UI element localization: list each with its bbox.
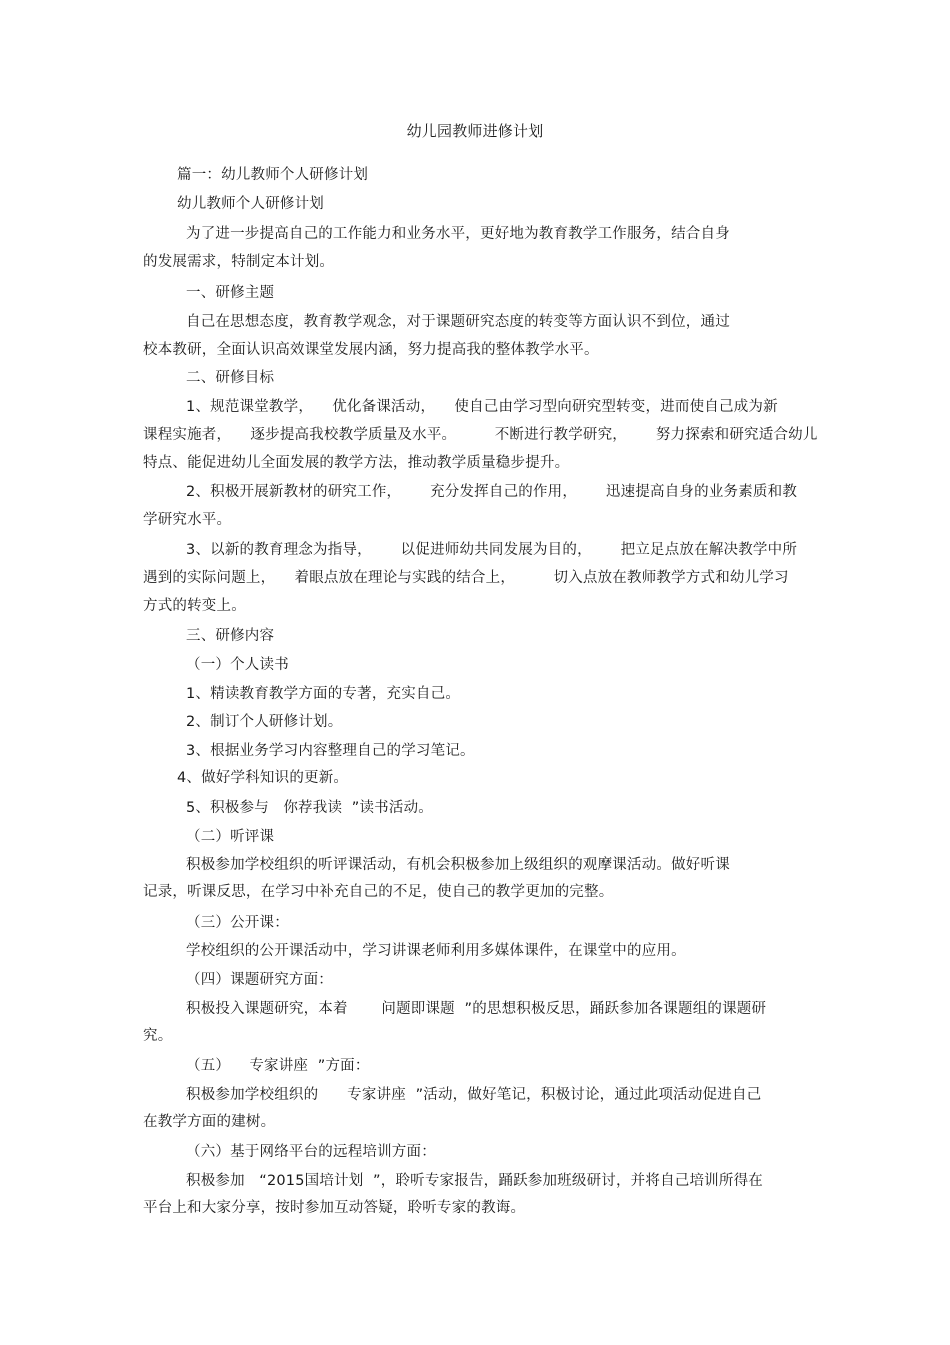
paragraph-line: 校本教研，全面认识高效课堂发展内涵，努力提高我的整体教学水平。 (143, 342, 599, 358)
subheading: （四）课题研究方面： (186, 972, 333, 988)
list-item: 1、精读教育教学方面的专著，充实自己。 (186, 686, 461, 702)
paragraph-line: 课程实施者， 逐步提高我校教学质量及水平。 不断进行教学研究， 努力探索和研究适合幼儿 (143, 427, 818, 443)
paragraph-line: 记录，听课反思，在学习中补充自己的不足，使自己的教学更加的完整。 (143, 884, 614, 900)
paragraph-line: 2、积极开展新教材的研究工作， 充分发挥自己的作用， 迅速提高自身的业务素质和教 (186, 484, 798, 500)
paragraph-line: 方式的转变上。 (143, 598, 246, 614)
list-item: 3、根据业务学习内容整理自己的学习笔记。 (186, 743, 475, 759)
subheading: （五） 专家讲座 ”方面： (186, 1058, 370, 1074)
paragraph-line: 积极参加 “2015国培计划 ”，聆听专家报告，踊跃参加班级研讨，并将自己培训所得在 (186, 1173, 763, 1189)
paragraph-line: 学校组织的公开课活动中，学习讲课老师利用多媒体课件，在课堂中的应用。 (186, 943, 686, 959)
subheading: （一）个人读书 (186, 657, 289, 673)
subheading: （三）公开课： (186, 915, 289, 931)
list-item: 4、做好学科知识的更新。 (177, 770, 349, 786)
paragraph-line: 积极参加学校组织的 专家讲座 ”活动，做好笔记，积极讨论，通过此项活动促进自己 (186, 1087, 762, 1103)
paragraph-line: 积极投入课题研究，本着 问题即课题 ”的思想积极反思，踊跃参加各课题组的课题研 (186, 1001, 767, 1017)
section-heading: 篇一：幼儿教师个人研修计划 (177, 167, 369, 183)
heading-content: 三、研修内容 (186, 628, 275, 644)
paragraph-line: 学研究水平。 (143, 512, 232, 528)
paragraph-line: 特点、能促进幼儿全面发展的教学方法，推动教学质量稳步提升。 (143, 455, 570, 471)
paragraph-line: 积极参加学校组织的听评课活动，有机会积极参加上级组织的观摩课活动。做好听课 (186, 857, 730, 873)
subtitle: 幼儿教师个人研修计划 (177, 196, 324, 212)
paragraph-line: 究。 (143, 1028, 173, 1044)
paragraph-line: 平台上和大家分享，按时参加互动答疑，聆听专家的教诲。 (143, 1200, 526, 1216)
subheading: （六）基于网络平台的远程培训方面： (186, 1144, 436, 1160)
paragraph-line: 在教学方面的建树。 (143, 1114, 276, 1130)
paragraph-line: 自己在思想态度，教育教学观念，对于课题研究态度的转变等方面认识不到位，通过 (186, 314, 730, 330)
paragraph-line: 的发展需求，特制定本计划。 (143, 254, 335, 270)
document-title: 幼儿园教师进修计划 (406, 122, 544, 140)
list-item: 2、制订个人研修计划。 (186, 714, 343, 730)
paragraph-line: 1、规范课堂教学， 优化备课活动， 使自己由学习型向研究型转变，进而使自己成为新 (186, 399, 778, 415)
heading-goals: 二、研修目标 (186, 370, 275, 386)
paragraph-line: 遇到的实际问题上， 着眼点放在理论与实践的结合上， 切入点放在教师教学方式和幼儿学习 (143, 570, 789, 586)
list-item: 5、积极参与 你荐我读 ”读书活动。 (186, 800, 433, 816)
heading-topic: 一、研修主题 (186, 285, 275, 301)
paragraph-line: 为了进一步提高自己的工作能力和业务水平，更好地为教育教学工作服务，结合自身 (186, 226, 730, 242)
paragraph-line: 3、以新的教育理念为指导， 以促进师幼共同发展为目的， 把立足点放在解决教学中所 (186, 542, 798, 558)
subheading: （二）听评课 (186, 829, 275, 845)
